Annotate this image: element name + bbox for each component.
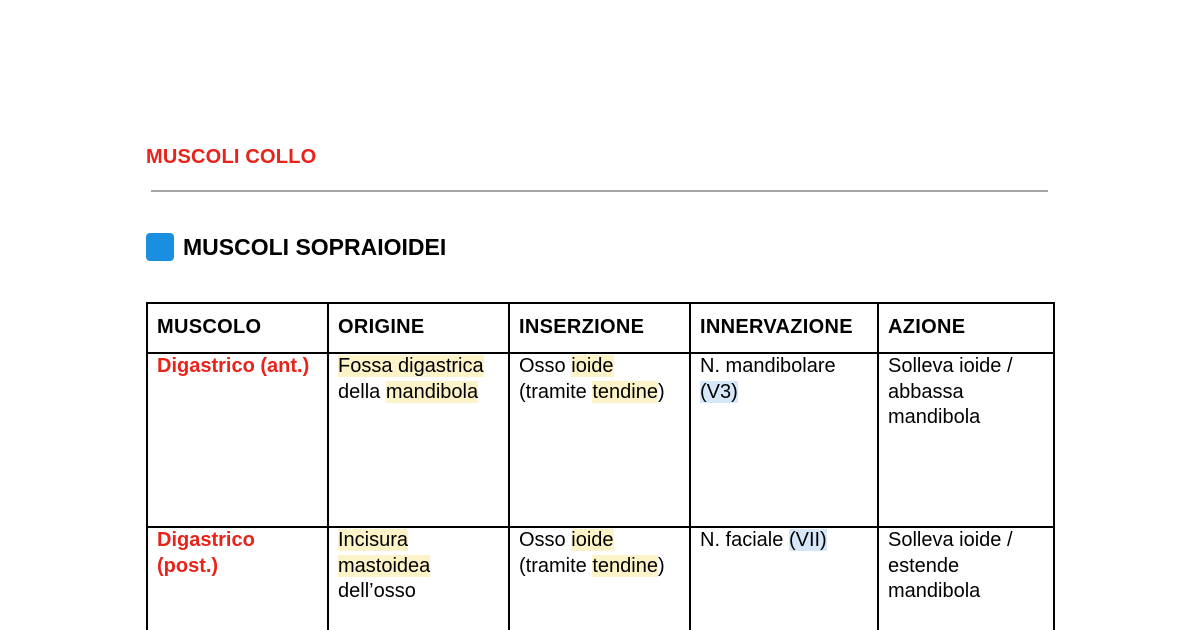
section-heading: [146, 232, 446, 262]
cell-text: Osso: [519, 355, 572, 377]
cell-text: Osso: [519, 529, 572, 551]
table-row: [147, 527, 1054, 630]
cell-text: N. faciale: [700, 529, 789, 551]
cell-inserzione: [509, 353, 690, 527]
highlighted-term: Fossa digastrica: [338, 355, 484, 377]
header-origine: ORIGINE: [328, 303, 509, 353]
cell-innervazione: [690, 527, 878, 630]
cell-muscolo: Digastrico (ant.): [147, 353, 328, 527]
cell-text: (tramite: [519, 554, 593, 577]
cell-muscolo: Digastrico (post.): [147, 527, 328, 630]
highlighted-term: ioide: [571, 355, 614, 377]
cell-text: dell’osso: [338, 580, 416, 602]
cell-text: (tramite: [519, 380, 593, 403]
highlighted-term: ioide: [571, 529, 614, 551]
header-inserzione: INSERZIONE: [509, 303, 690, 353]
muscles-table: [146, 302, 1055, 630]
highlighted-term: Incisura mastoidea: [338, 529, 431, 577]
highlighted-term: tendine: [592, 554, 658, 577]
cell-azione: Solleva ioide / estende mandibola: [878, 527, 1054, 630]
highlighted-term: tendine: [592, 380, 658, 403]
cell-innervazione: [690, 353, 878, 527]
cell-text: ): [657, 380, 665, 403]
highlighted-term: (VII): [788, 529, 827, 551]
table-row: [147, 353, 1054, 527]
blue-square-icon: [146, 233, 174, 261]
highlighted-term: (V3): [700, 380, 738, 403]
table-header-row: [147, 303, 1054, 353]
cell-text: ): [657, 554, 665, 577]
header-muscolo: MUSCOLO: [147, 303, 328, 353]
cell-inserzione: [509, 527, 690, 630]
document-title: MUSCOLI COLLO: [146, 146, 317, 168]
horizontal-divider: [151, 190, 1048, 192]
cell-origine: [328, 353, 509, 527]
header-azione: AZIONE: [878, 303, 1054, 353]
cell-azione: Solleva ioide / abbassa mandibola: [878, 353, 1054, 527]
section-title-text: MUSCOLI SOPRAIOIDEI: [183, 233, 447, 260]
cell-text: N. mandibolare: [700, 355, 836, 377]
cell-text: della: [338, 380, 386, 403]
highlighted-term: mandibola: [385, 380, 479, 403]
header-innervazione: INNERVAZIONE: [690, 303, 878, 353]
cell-origine: [328, 527, 509, 630]
